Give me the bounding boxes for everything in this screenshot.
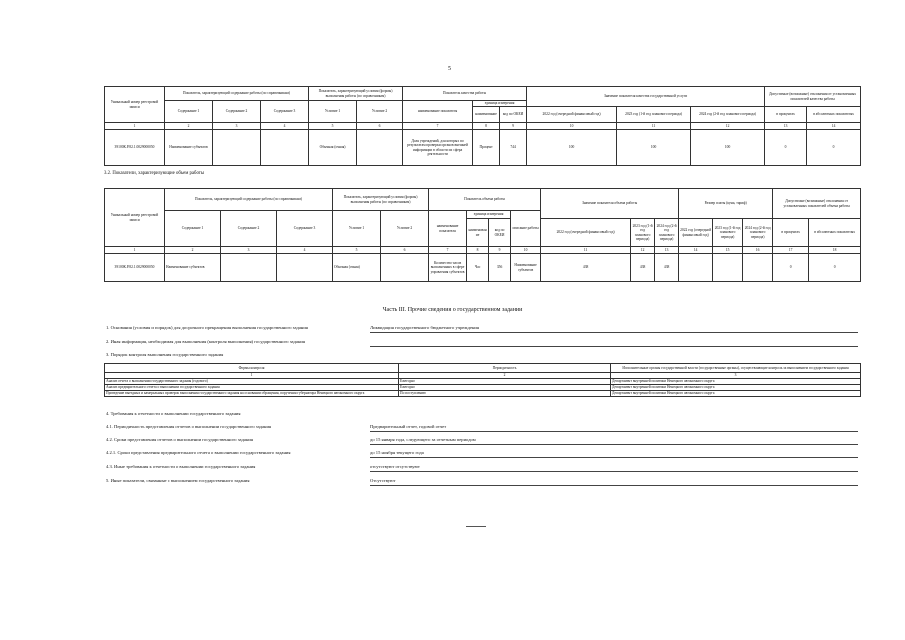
- t1-c-content-3: Содержание 3: [261, 101, 309, 123]
- item-4-3-underline: [370, 466, 858, 472]
- ct-h-period: Периодичность: [399, 364, 611, 373]
- ct-row: [105, 391, 861, 397]
- t2-c-percent: в процентах: [773, 219, 809, 247]
- t2-c-content-2: Содержание 2: [221, 211, 277, 247]
- ct-form: Проведение выездных и камеральных проверок выполнения государственного задания на основании обращения, поручения губернатора Ненецкого автономного округа: [105, 391, 399, 397]
- t1-num: 8: [473, 123, 500, 130]
- item-4-2-1-value: до 15 ноября текущего года: [370, 450, 424, 455]
- t2-c-abs: в абсолютных показателях: [809, 219, 861, 247]
- t1-cond2: [357, 130, 403, 166]
- t1-num: 9: [500, 123, 527, 130]
- item-4-2-underline: [370, 439, 858, 445]
- t2-num: 17: [773, 247, 809, 254]
- t1-c-content-1: Содержание 1: [165, 101, 213, 123]
- ct-period: Ежегодно: [399, 379, 611, 385]
- t2-c-content-3: Содержание 3: [277, 211, 333, 247]
- t1-content3: [261, 130, 309, 166]
- t1-v2022: 100: [527, 130, 617, 166]
- t1-v2023: 100: [617, 130, 691, 166]
- t2-num: 9: [489, 247, 511, 254]
- ct-authority: Департамент внутренней политики Ненецкого автономного округа: [611, 379, 861, 385]
- t1-v2024: 100: [691, 130, 765, 166]
- item-2-label: 2. Иная информация, необходимая для выполнения (контроля выполнения) государственного задания: [106, 339, 305, 344]
- volume-table: [104, 188, 861, 282]
- t2-h-deviation: Допустимые (возможные) отклонения от установленных показателей объема работы: [773, 189, 861, 219]
- item-4-1-label: 4.1. Периодичность представления отчетов о выполнении государственного задания: [106, 424, 272, 429]
- t1-c-okei: код по ОКЕИ: [500, 107, 527, 123]
- ct-h-authority: Исполнительные органы государственной власти (государственные органы), осуществляющие контроль за выполнением государственного задания: [611, 364, 861, 373]
- t2-register: 39100К.Р.82.1.0029000050: [105, 254, 165, 282]
- t2-num: 11: [541, 247, 631, 254]
- item-1-value: Ликвидация государственного бюджетного учреждения: [370, 325, 480, 330]
- t1-num: 7: [403, 123, 473, 130]
- t1-c-percent: в процентах: [765, 107, 807, 123]
- t1-num: 1: [105, 123, 165, 130]
- item-4-1-underline: [370, 426, 858, 432]
- t1-indicator: Доля учреждений, для которых по результатам проверки органов внешней информации в области их сфера деятельности: [403, 130, 473, 166]
- t2-c-fee-year-3: 2024 год (2-й год планового периода): [743, 219, 773, 247]
- quality-table: [104, 86, 861, 166]
- t1-h-conditions: Показатель, характеризующий условия (формы) выполнения работы (по справочникам): [309, 87, 403, 101]
- page-number: 5: [448, 66, 451, 72]
- t1-c-year-1: 2022 год (очередной финансовый год): [527, 107, 617, 123]
- t2-v2022: 438: [541, 254, 631, 282]
- item-5-underline: [370, 480, 858, 486]
- item-4-2-label: 4.2. Сроки представления отчетов о выполнении государственного задания: [106, 437, 253, 442]
- t2-content3: [277, 254, 333, 282]
- t1-c-year-3: 2024 год (2-й год планового периода): [691, 107, 765, 123]
- t1-register: 39100К.Р.82.1.0029000050: [105, 130, 165, 166]
- ct-period: По поступлению: [399, 391, 611, 397]
- t2-number-row: [105, 247, 861, 254]
- t1-num: 11: [617, 123, 691, 130]
- t2-num: 16: [743, 247, 773, 254]
- t2-c-cond-1: Условие 1: [333, 211, 381, 247]
- t2-num: 12: [631, 247, 655, 254]
- t1-c-abs: в абсолютных показателях: [807, 107, 861, 123]
- t2-num: 4: [277, 247, 333, 254]
- item-5-value: Отсутствуют: [370, 478, 396, 483]
- item-4-3-label: 4.3. Иные требования к отчетности о выполнении государственного задания: [106, 464, 256, 469]
- t2-num: 18: [809, 247, 861, 254]
- t2-c-content-1: Содержание 1: [165, 211, 221, 247]
- t2-cond2: [381, 254, 429, 282]
- item-4-2-value: до 15 января года, следующего за отчетным периодом: [370, 437, 476, 442]
- ct-authority: Департамент внутренней политики Ненецкого автономного округа: [611, 385, 861, 391]
- t1-content1: Наименование субъектов: [165, 130, 213, 166]
- t1-dev-pct: 0: [765, 130, 807, 166]
- t1-num: 10: [527, 123, 617, 130]
- t2-c-year-2: 2023 год (1-й год планового периода): [631, 219, 655, 247]
- item-2-underline: [370, 341, 858, 347]
- t2-content1: Наименование субъектов: [165, 254, 221, 282]
- t2-unit: Час: [467, 254, 489, 282]
- t1-c-cond-1: Условие 1: [309, 101, 357, 123]
- t1-num: 4: [261, 123, 309, 130]
- ct-form: Анализ предварительного отчета о выполнении государственного задания: [105, 385, 399, 391]
- t2-h-register: Уникальный номер реестровой записи: [105, 189, 165, 247]
- item-3-label: 3. Порядок контроля выполнения государственного задания: [106, 352, 224, 357]
- t2-content2: [221, 254, 277, 282]
- t1-num: 12: [691, 123, 765, 130]
- t1-number-row: [105, 123, 861, 130]
- t2-num: 8: [467, 247, 489, 254]
- ct-form: Анализ отчета о выполнении государственного задания (годового): [105, 379, 399, 385]
- t2-indicator: Количество часов выполненных в сфере управления субъектов: [429, 254, 467, 282]
- t2-c-indicator: наименование показателя: [429, 211, 467, 247]
- t1-num: 6: [357, 123, 403, 130]
- ct-num: 2: [399, 373, 611, 379]
- t2-num: 13: [655, 247, 679, 254]
- t2-h-values: Значение показателя объема работы: [541, 189, 679, 219]
- t1-dev-abs: 0: [807, 130, 861, 166]
- t2-c-fee-year-2: 2023 год (1-й год планового периода): [713, 219, 743, 247]
- t1-h-deviation: Допустимые (возможные) отклонения от установленных показателей качества работы: [765, 87, 861, 107]
- t2-c-okei: код по ОКЕИ: [489, 219, 511, 247]
- t1-num: 14: [807, 123, 861, 130]
- t2-c-year-3: 2024 год (2-й год планового периода): [655, 219, 679, 247]
- ct-num: 3: [611, 373, 861, 379]
- t2-desc: Наименование субъектов: [511, 254, 541, 282]
- t2-dev-abs: 0: [809, 254, 861, 282]
- t1-data-row: [105, 130, 861, 166]
- t2-c-desc: описание работы: [511, 211, 541, 247]
- t1-num: 5: [309, 123, 357, 130]
- ct-num: 1: [105, 373, 399, 379]
- part-3-title: Часть III. Прочие сведения о государственном задании: [382, 307, 523, 313]
- item-4-3-value: отсутствуют отсутствуют: [370, 464, 420, 469]
- t2-c-unit-name: наименование: [467, 219, 489, 247]
- t2-c-cond-2: Условие 2: [381, 211, 429, 247]
- ct-h-form: Формы контроля: [105, 364, 399, 373]
- t2-num: 10: [511, 247, 541, 254]
- item-5-label: 5. Иные показатели, связанные с выполнением государственного задания: [106, 478, 250, 483]
- t2-h-volume: Показатель объема работы: [429, 189, 541, 211]
- ct-period: Ежегодно: [399, 385, 611, 391]
- t2-num: 3: [221, 247, 277, 254]
- t1-c-cond-2: Условие 2: [357, 101, 403, 123]
- t1-h-register: Уникальный номер реестровой записи: [105, 87, 165, 123]
- t2-num: 15: [713, 247, 743, 254]
- t2-num: 2: [165, 247, 221, 254]
- t2-v2023: 438: [631, 254, 655, 282]
- t2-data-row: [105, 254, 861, 282]
- t2-c-year-1: 2022 год (очередной финансовый год): [541, 219, 631, 247]
- t2-h-conditions: Показатель, характеризующий условия (формы) выполнения работы (по справочникам): [333, 189, 429, 211]
- t2-num: 7: [429, 247, 467, 254]
- t2-cond1: Обычная (очная): [333, 254, 381, 282]
- t1-content2: [213, 130, 261, 166]
- t2-dev-pct: 0: [773, 254, 809, 282]
- item-4-1-value: Предварительный отчет, годовой отчет: [370, 424, 447, 429]
- t2-h-fee: Размер платы (цена, тариф): [679, 189, 773, 219]
- t2-h-content: Показатель, характеризующий содержание работы (по справочникам): [165, 189, 333, 211]
- t1-c-unit: единица измерения: [473, 101, 527, 107]
- t1-h-quality: Показатель качества работы: [403, 87, 527, 101]
- t1-num: 13: [765, 123, 807, 130]
- t2-num: 1: [105, 247, 165, 254]
- t1-c-content-2: Содержание 2: [213, 101, 261, 123]
- ct-authority: Департамент внутренней политики Ненецкого автономного округа: [611, 391, 861, 397]
- t2-v2024: 438: [655, 254, 679, 282]
- item-4-label: 4. Требования к отчетности о выполнении государственного задания: [106, 411, 241, 416]
- t1-h-values: Значение показателя качества государственной услуги: [527, 87, 765, 107]
- t1-cond1: Обычная (очная): [309, 130, 357, 166]
- t2-fee-2024: [743, 254, 773, 282]
- t1-okei: 744: [500, 130, 527, 166]
- t2-num: 5: [333, 247, 381, 254]
- control-table: [104, 363, 861, 397]
- t2-c-unit: единица измерения: [467, 211, 511, 219]
- t1-c-indicator: наименование показателя: [403, 101, 473, 123]
- t1-h-content: Показатель, характеризующий содержание работы (по справочникам): [165, 87, 309, 101]
- item-1-label: 1. Основания (условия и порядок) для досрочного прекращения выполнения государственного задания: [106, 325, 308, 330]
- t1-c-unit-name: наименование: [473, 107, 500, 123]
- item-4-2-1-underline: [370, 452, 858, 458]
- t2-num: 6: [381, 247, 429, 254]
- t2-num: 14: [679, 247, 713, 254]
- t1-num: 3: [213, 123, 261, 130]
- section-3-2-title: 3.2. Показатели, характеризующие объем работы: [104, 171, 205, 176]
- t2-fee-2023: [713, 254, 743, 282]
- t1-c-year-2: 2023 год (1-й год планового периода): [617, 107, 691, 123]
- item-4-2-1-label: 4.2.1. Сроки представления предварительного отчета о выполнении государственного задания: [106, 450, 291, 455]
- t2-c-fee-year-1: 2022 год (очередной финансовый год): [679, 219, 713, 247]
- t2-fee-2022: [679, 254, 713, 282]
- footer-rule: [466, 526, 486, 527]
- t2-okei: 356: [489, 254, 511, 282]
- t1-num: 2: [165, 123, 213, 130]
- t1-unit: Процент: [473, 130, 500, 166]
- item-1-underline: [370, 327, 858, 333]
